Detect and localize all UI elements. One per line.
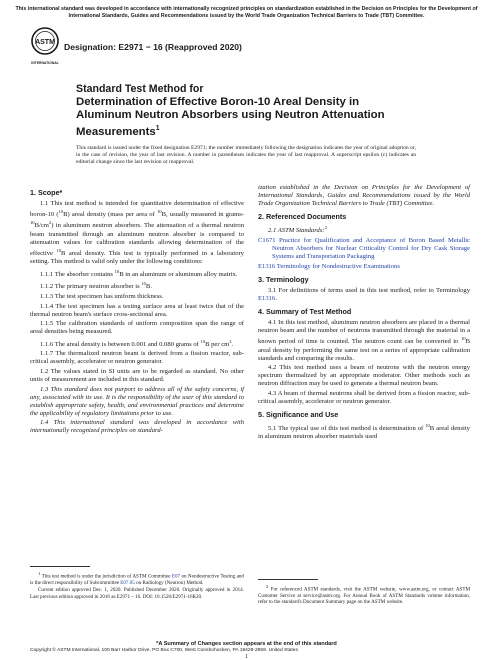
- e1316-link[interactable]: E1316: [258, 262, 276, 270]
- summary-of-changes-notice: *A Summary of Changes section appears at the end of this standard: [156, 641, 337, 647]
- e1316-title-link[interactable]: Terminology for Nondestructive Examinations: [276, 262, 400, 270]
- para-1-4-continued: ization established in the Decision on Principles for the Development of International Standards, Guides and Recommendations issued by the World Trade Organization Technical Barriers to Trade (TBT) Committee.: [258, 184, 470, 208]
- significance-heading: 5. Significance and Use: [258, 410, 339, 420]
- page-number: 1: [245, 654, 248, 660]
- designation: Designation: E2971 − 16 (Reapproved 2020): [64, 42, 242, 52]
- para-3-1: 3.1 For definitions of terms used in this test method, refer to Terminology E1316.: [258, 286, 470, 302]
- title-line-3-text: Measurements: [76, 126, 156, 139]
- document-title: [76, 96, 416, 139]
- title-line-3: [76, 122, 416, 139]
- issuance-note: This standard is issued under the fixed designation E2971; the number immediately following the designation indicates the year of original adoption or, in the case of revision, the year of last revision. A number in parentheses indicates the year of last reapproval. A superscript epsilon (ε) indicates an editorial change since the last revision or reapproval.: [76, 145, 416, 165]
- terminology-heading: 3. Terminology: [258, 274, 309, 284]
- referenced-documents-heading: 2. Referenced Documents: [258, 212, 347, 222]
- left-column: [30, 184, 244, 437]
- scope-heading: 1. Scope*: [30, 188, 63, 197]
- para-1-1-2: 1.1.2 The primary neutron absorber is $^{10}$B.: [40, 281, 152, 291]
- copyright-line: Copyright © ASTM International, 100 Barr Harbor Drive, PO Box C700, West Conshohocken, PA 19428-2959. United States: [30, 648, 298, 653]
- para-1-1-5: 1.1.5 The calibration standards of uniform composition span the range of areal densities being measured.: [30, 320, 244, 336]
- summary-heading: 4. Summary of Test Method: [258, 307, 352, 317]
- reference-e1316: [258, 263, 470, 271]
- footnote-1-text: $^1$ This test method is under the jurisdiction of ASTM Committee E07 on Nondestructive Testing and is the direct responsibility of Subcommittee E07.05 on Radiology (Neutron) Method.: [30, 571, 244, 586]
- c1671-title-link[interactable]: Practice for Qualification and Acceptance of Boron Based Metallic Neutron Absorbers for Nuclear Criticality Control for Dry Cask Storage Systems and Transportation Packaging: [272, 237, 470, 261]
- footnote-rule-right: [258, 579, 318, 580]
- standard-label: Standard Test Method for: [76, 83, 204, 95]
- para-1-1-6: 1.1.6 The areal density is between 0.001 and 0.080 grams of $^{10}$B per $cm^2$.: [40, 338, 234, 348]
- title-line-1: Determination of Effective Boron-10 Areal Density in: [76, 96, 360, 108]
- footnote-2: [258, 584, 470, 607]
- reference-c1671: [258, 237, 470, 261]
- svg-text:ASTM: ASTM: [35, 39, 55, 46]
- footnote-1-edition: Current edition approved Dec. 1, 2020. Published December 2020. Originally approved in 2014. Last previous edition approved in 2016 as E2971 – 16. DOI: 10.1520/E2971-16R20.: [30, 587, 244, 600]
- para-4-2: 4.2 This test method uses a beam of neutrons with the neutron energy spectrum thermalized by an appropriate moderator. Other methods such as neutron diffraction may be used to generate a thermal neutron beam.: [258, 364, 470, 388]
- para-1-1-1: 1.1.1 The absorber contains $^{10}$B in an aluminum or aluminum alloy matrix.: [40, 268, 238, 278]
- svg-text:INTERNATIONAL: INTERNATIONAL: [31, 61, 59, 65]
- tbt-notice: This international standard was developed in accordance with internationally recognized principles on standardization established in the Decision on Principles for the Development of International Standards, Guides and Recommendations issued by the World Trade Organization Technical Barriers to Trade (TBT) Committee.: [15, 6, 478, 19]
- para-1-3: 1.3 This standard does not purport to address all of the safety concerns, if any, associated with its use. It is the responsibility of the user of this standard to establish appropriate safety, health, and environmental practices and determine the applicability of regulatory limitations prior to use.: [30, 385, 244, 417]
- committee-link[interactable]: E07: [171, 573, 181, 580]
- para-1-1: 1.1 This test method is intended for quantitative determination of effective boron-10 ($^{10}$B) areal density (mass per area of $^{10}$B, usually measured in grams-$^{10}B/cm^2$) in aluminum neutron absorbers. The attenuation of a thermal neutron beam transmitted through an aluminum neutron absorber is compared to attenuation values for calibration standards allowing determination of the effective $^{10}$B areal density. This test is typically performed in a laboratory setting. This method is valid only under the following conditions:: [30, 200, 244, 266]
- para-4-3: 4.3 A beam of thermal neutrons shall be derived from a fission reactor, sub-critical assembly, accelerator or neutron generator.: [258, 389, 470, 405]
- para-1-1-3: 1.1.3 The test specimen has uniform thickness.: [40, 293, 164, 301]
- title-footnote-ref[interactable]: 1: [155, 125, 160, 133]
- c1671-link[interactable]: C1671: [258, 237, 276, 245]
- subcommittee-link[interactable]: E07.05: [120, 579, 135, 586]
- footnote-2-text: $^2$ For referenced ASTM standards, visit the ASTM website, www.astm.org, or contact ASTM Customer Service at service@astm.org. For Annual Book of ASTM Standards volume information, refer to the standard's Document Summary page on the ASTM website.: [258, 584, 470, 606]
- para-1-2: 1.2 The values stated in SI units are to be regarded as standard. No other units of measurement are included in this standard.: [30, 367, 244, 384]
- terminology-e1316-link[interactable]: E1316: [258, 295, 276, 302]
- para-4-1: 4.1 In this test method, aluminum neutron absorbers are placed in a thermal neutron beam and the number of neutrons transmitted through the material in a known period of time is counted. The neutron count can be converted to $^{10}$B areal density by performing the same test on a series of appropriate calibration standards and comparing the results.: [258, 319, 470, 362]
- right-column: [258, 184, 470, 443]
- astm-logo: [30, 26, 60, 68]
- para-1-4: 1.4 This international standard was developed in accordance with internationally recognized principles on standard-: [30, 419, 244, 435]
- para-1-1-7: 1.1.7 The thermalized neutron beam is derived from a fission reactor, sub-critical assembly, accelerator or neutron generator.: [30, 350, 244, 366]
- astm-standards-label: 2.1 ASTM Standards:$^2$: [268, 225, 327, 235]
- title-line-2: Aluminum Neutron Absorbers using Neutron Attenuation: [76, 109, 385, 122]
- footnote-1: [30, 571, 244, 601]
- para-5-1: 5.1 The typical use of this test method is determination of $^{10}$B areal density in aluminum neutron absorber materials used: [258, 423, 470, 441]
- para-1-1-4: 1.1.4 The test specimen has a testing surface area at least twice that of the thermal neutron beam's surface cross-sectional area.: [30, 302, 244, 318]
- footnote-rule-left: [30, 566, 90, 567]
